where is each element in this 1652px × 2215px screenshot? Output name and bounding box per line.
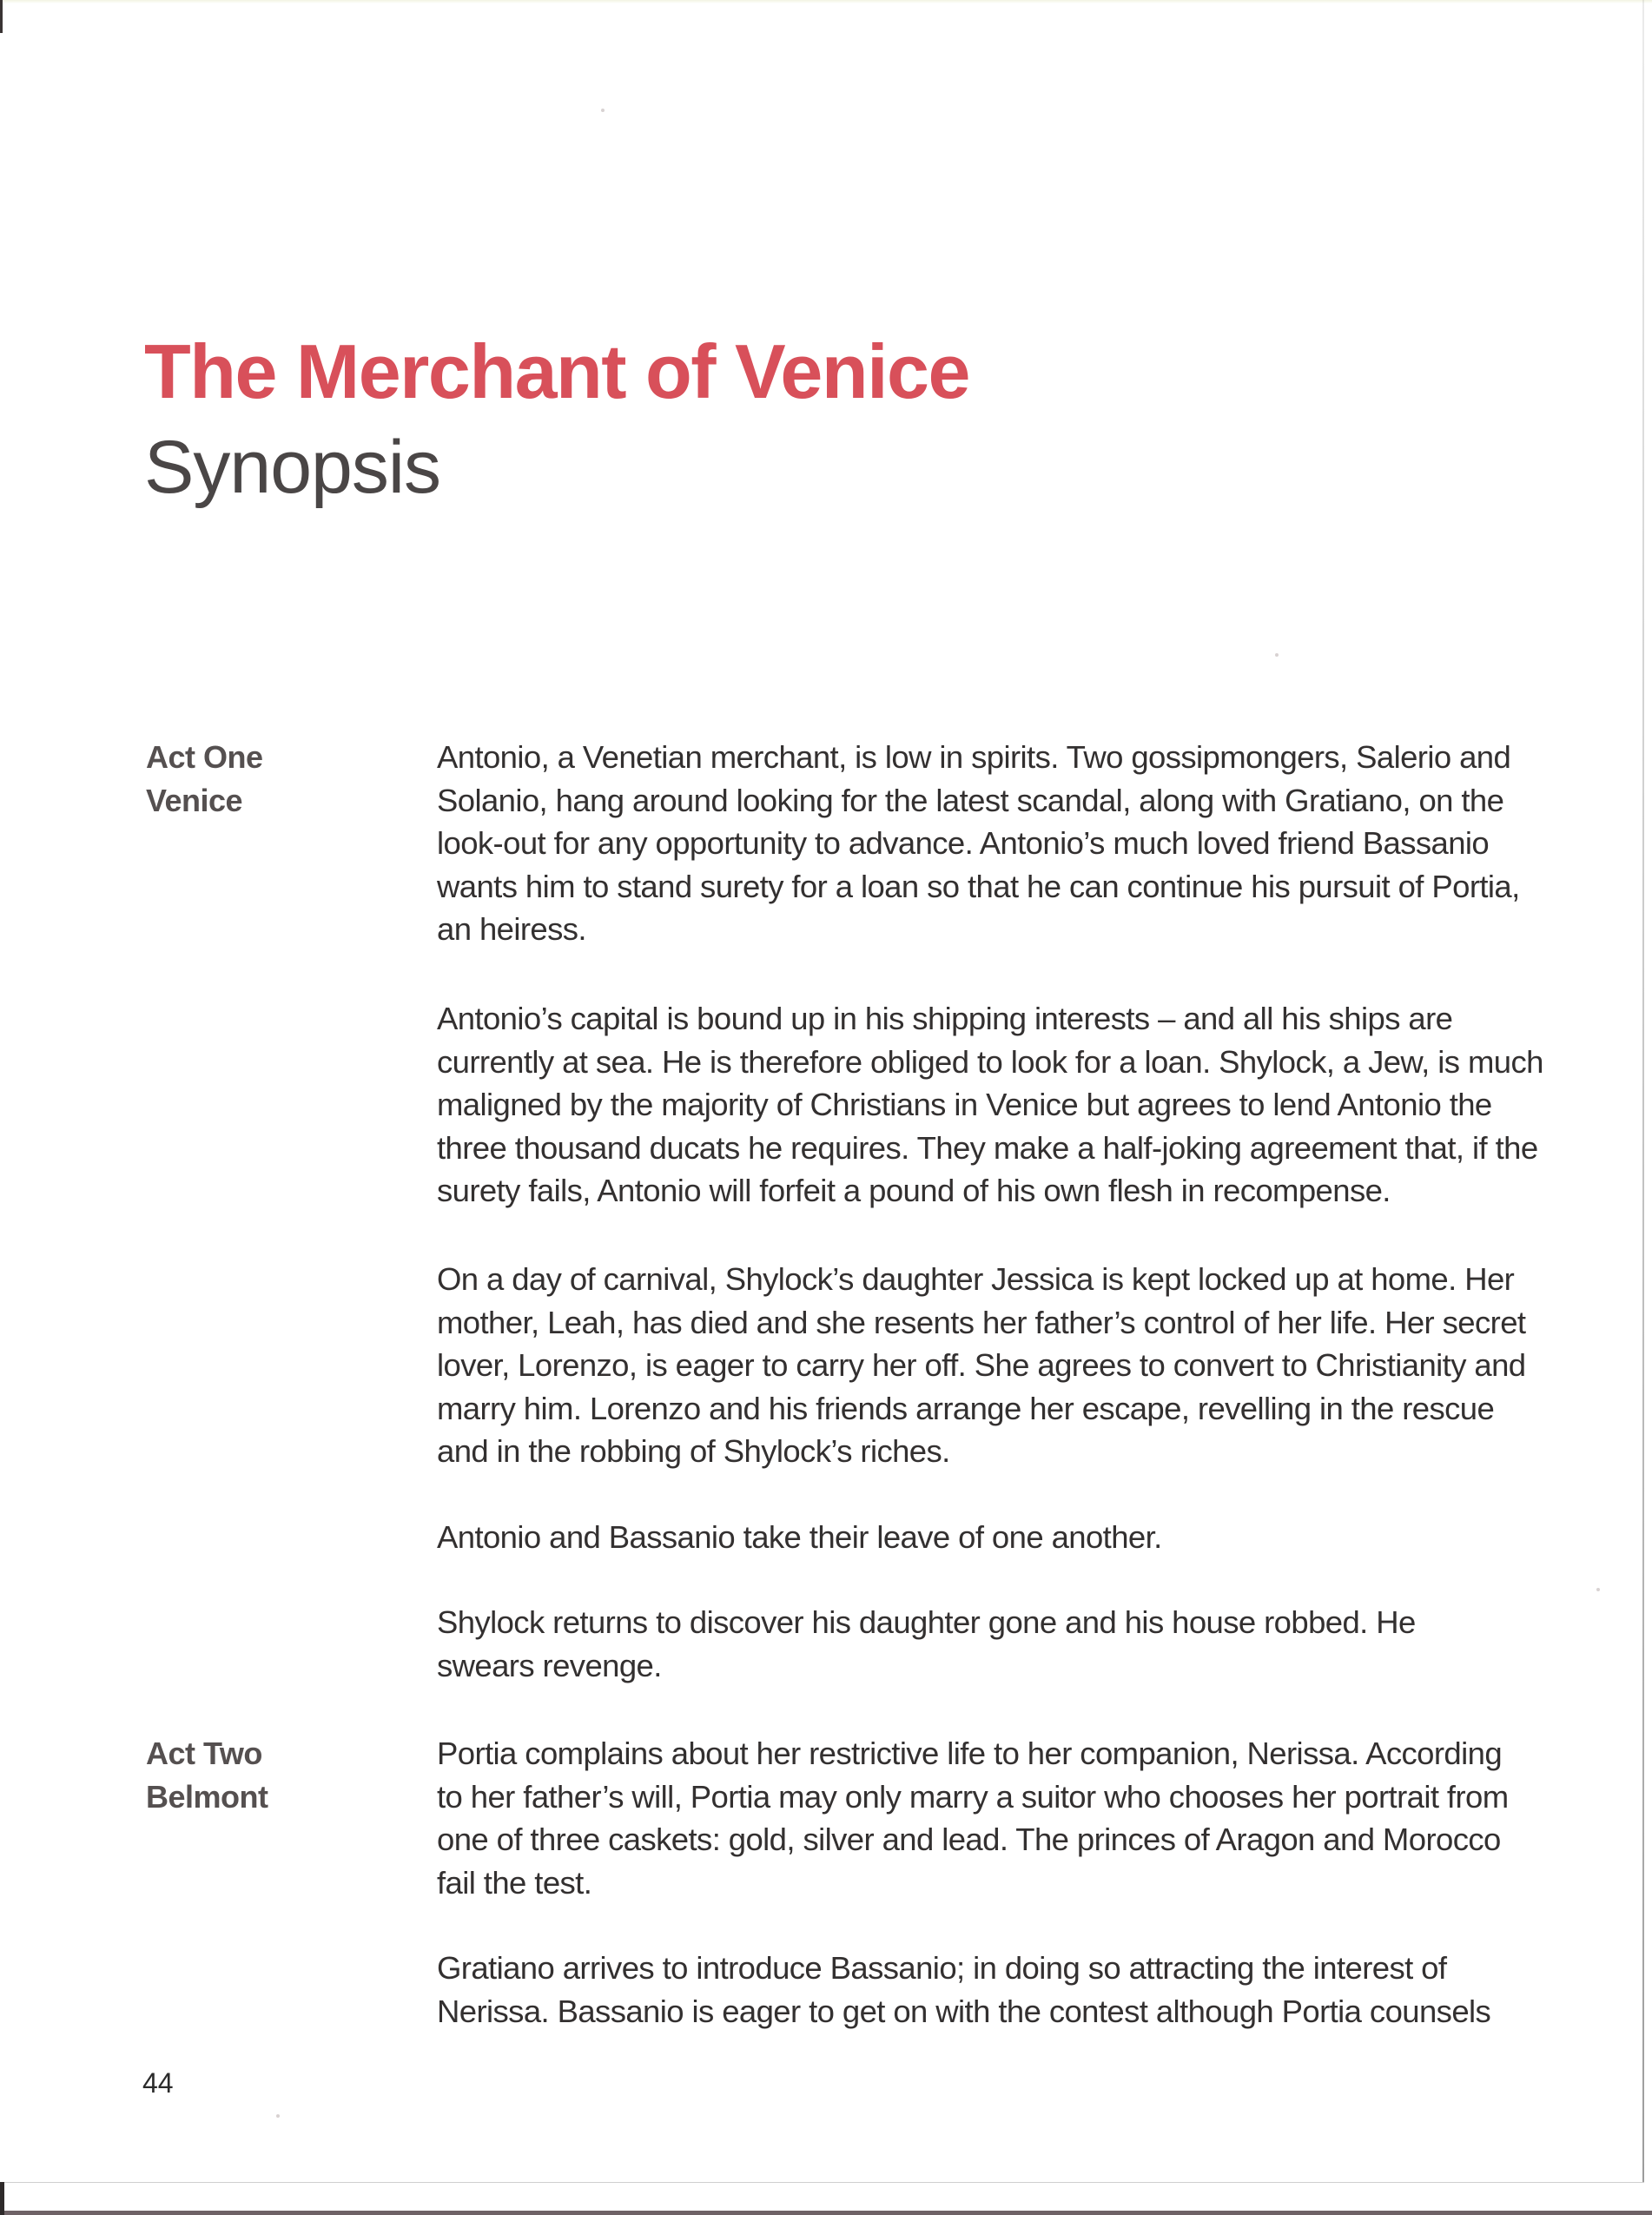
text-line: Portia complains about her restrictive life to her companion, Nerissa. According <box>437 1736 1503 1771</box>
scan-top-edge <box>0 0 1652 3</box>
scan-edge-mark <box>0 0 3 33</box>
text-line: marry him. Lorenzo and his friends arrange her escape, revelling in the rescue <box>437 1390 1495 1426</box>
paragraph <box>437 1258 1583 1473</box>
document-subtitle: Synopsis <box>144 426 440 509</box>
scan-bottom-band <box>0 2211 1652 2215</box>
paragraph <box>437 1516 1583 1559</box>
scan-speck <box>1596 1588 1600 1591</box>
text-line: Shylock returns to discover his daughter gone and his house robbed. He <box>437 1604 1416 1640</box>
text-line: fail the test. <box>437 1864 592 1901</box>
section-label-act-two <box>146 1732 268 1818</box>
text-line: swears revenge. <box>437 1647 662 1683</box>
text-line: an heiress. <box>437 911 586 947</box>
paragraph <box>437 736 1583 951</box>
text-line: wants him to stand surety for a loan so that he can continue his pursuit of Portia, <box>437 868 1520 904</box>
scan-edge-mark <box>0 2182 4 2215</box>
document-title: The Merchant of Venice <box>144 328 969 414</box>
scan-speck <box>1275 653 1279 657</box>
act-location: Belmont <box>146 1778 268 1815</box>
text-line: mother, Leah, has died and she resents her father’s control of her life. Her secret <box>437 1304 1526 1340</box>
act-location: Venice <box>146 782 243 818</box>
section-label-act-one <box>146 736 263 822</box>
text-line: to her father’s will, Portia may only marry a suitor who chooses her portrait from <box>437 1778 1509 1815</box>
text-line: On a day of carnival, Shylock’s daughter Jessica is kept locked up at home. Her <box>437 1261 1515 1297</box>
text-line: look-out for any opportunity to advance. Antonio’s much loved friend Bassanio <box>437 825 1490 861</box>
page-number: 44 <box>142 2067 174 2099</box>
text-line: one of three caskets: gold, silver and lead. The princes of Aragon and Morocco <box>437 1822 1501 1857</box>
text-line: Gratiano arrives to introduce Bassanio; in doing so attracting the interest of <box>437 1950 1447 1986</box>
text-line: Antonio, a Venetian merchant, is low in spirits. Two gossipmongers, Salerio and <box>437 739 1511 775</box>
scan-speck <box>276 2114 280 2118</box>
act-number: Act Two <box>146 1736 262 1771</box>
text-line: Solanio, hang around looking for the latest scandal, along with Gratiano, on the <box>437 782 1504 818</box>
text-line: three thousand ducats he requires. They make a half-joking agreement that, if the <box>437 1129 1538 1166</box>
act-number: Act One <box>146 739 263 775</box>
text-line: Antonio’s capital is bound up in his shipping interests – and all his ships are <box>437 1001 1453 1036</box>
text-line: maligned by the majority of Christians in Venice but agrees to lend Antonio the <box>437 1087 1492 1122</box>
paragraph <box>437 1601 1583 1687</box>
text-line: Antonio and Bassanio take their leave of one another. <box>437 1519 1162 1555</box>
text-line: currently at sea. He is therefore obliged to look for a loan. Shylock, a Jew, is much <box>437 1043 1543 1080</box>
paragraph <box>437 1732 1583 1904</box>
text-line: lover, Lorenzo, is eager to carry her off. She agrees to convert to Christianity and <box>437 1347 1526 1383</box>
scan-speck <box>601 109 605 112</box>
paragraph <box>437 1947 1583 2033</box>
text-line: surety fails, Antonio will forfeit a pound of his own flesh in recompense. <box>437 1173 1391 1208</box>
page-edge-bottom <box>0 2182 1644 2183</box>
text-line: and in the robbing of Shylock’s riches. <box>437 1433 950 1469</box>
text-line: Nerissa. Bassanio is eager to get on with the contest although Portia counsels <box>437 1993 1491 2029</box>
page-edge-right <box>1642 0 1644 2182</box>
paragraph <box>437 997 1583 1213</box>
